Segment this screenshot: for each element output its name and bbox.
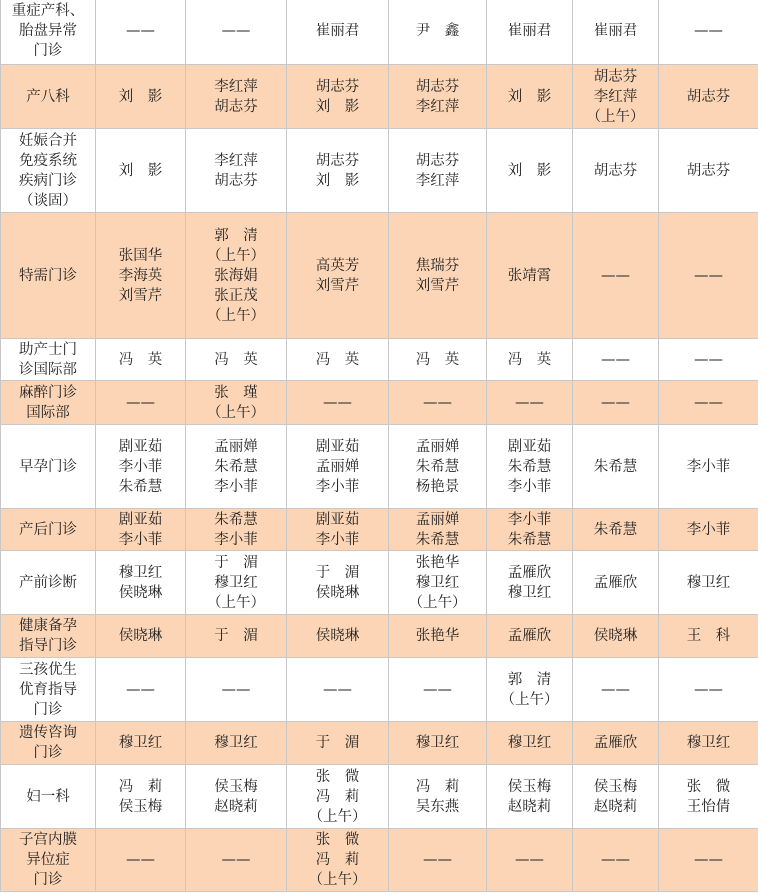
doctor-cell: 刘 影	[487, 129, 573, 213]
table-row	[1, 615, 758, 658]
doctor-cell: ——	[659, 381, 758, 425]
doctor-cell: 李红萍 胡志芬	[186, 129, 287, 213]
doctor-cell: 张 瑾 （上午）	[186, 381, 287, 425]
table-row	[1, 339, 758, 381]
doctor-cell: 穆卫红 侯晓琳	[96, 551, 186, 615]
department-name-cell: 产八科	[1, 65, 96, 129]
doctor-cell: ——	[659, 0, 758, 65]
doctor-cell: 穆卫红	[659, 551, 758, 615]
doctor-cell: 胡志芬 李红萍 （上午）	[573, 65, 659, 129]
doctor-cell: 侯玉梅 赵晓莉	[186, 765, 287, 829]
doctor-cell: 刘 影	[487, 65, 573, 129]
doctor-cell: 穆卫红	[186, 722, 287, 765]
doctor-cell: 冯 英	[287, 339, 389, 381]
table-row	[1, 658, 758, 722]
doctor-cell: 孟丽婵 朱希慧	[389, 509, 487, 551]
department-name-cell: 妇一科	[1, 765, 96, 829]
doctor-cell: 孟雁欣 穆卫红	[487, 551, 573, 615]
doctor-cell: 胡志芬	[659, 65, 758, 129]
doctor-cell: 郭 清 （上午）	[487, 658, 573, 722]
table-row	[1, 551, 758, 615]
doctor-cell: ——	[287, 658, 389, 722]
table-row	[1, 213, 758, 339]
department-name-cell: 子宫内膜 异位症 门诊	[1, 829, 96, 892]
doctor-cell: 于 湄	[287, 722, 389, 765]
doctor-cell: 张艳华 穆卫红 （上午）	[389, 551, 487, 615]
department-name-cell: 产后门诊	[1, 509, 96, 551]
table-row	[1, 129, 758, 213]
doctor-cell: 朱希慧 李小菲	[186, 509, 287, 551]
doctor-cell: 侯晓琳	[573, 615, 659, 658]
doctor-cell: ——	[186, 829, 287, 892]
doctor-cell: 孟雁欣	[487, 615, 573, 658]
department-name-cell: 妊娠合并 免疫系统 疾病门诊 （谈固）	[1, 129, 96, 213]
table-row	[1, 722, 758, 765]
table-row	[1, 765, 758, 829]
department-name-cell: 遗传咨询 门诊	[1, 722, 96, 765]
doctor-cell: 胡志芬 李红萍	[389, 65, 487, 129]
doctor-cell: 孟丽婵 朱希慧 李小菲	[186, 425, 287, 509]
doctor-cell: 李小菲	[659, 509, 758, 551]
doctor-cell: 穆卫红	[659, 722, 758, 765]
doctor-cell: ——	[573, 658, 659, 722]
doctor-cell: 剧亚茹 李小菲	[287, 509, 389, 551]
doctor-cell: 王 科	[659, 615, 758, 658]
doctor-cell: 侯玉梅 赵晓莉	[487, 765, 573, 829]
doctor-cell: 剧亚茹 孟丽婵 李小菲	[287, 425, 389, 509]
doctor-cell: 剧亚茹 朱希慧 李小菲	[487, 425, 573, 509]
table-row	[1, 65, 758, 129]
doctor-cell: 张 微 王怡倩	[659, 765, 758, 829]
doctor-cell: 剧亚茹 李小菲	[96, 509, 186, 551]
department-name-cell: 特需门诊	[1, 213, 96, 339]
doctor-cell: 于 湄	[186, 615, 287, 658]
doctor-cell: 冯 莉 吴东燕	[389, 765, 487, 829]
doctor-cell: ——	[659, 213, 758, 339]
doctor-cell: 孟丽婵 朱希慧 杨艳景	[389, 425, 487, 509]
doctor-cell: ——	[659, 339, 758, 381]
doctor-cell: 冯 英	[96, 339, 186, 381]
department-name-cell: 助产士门 诊国际部	[1, 339, 96, 381]
doctor-cell: 于 湄 侯晓琳	[287, 551, 389, 615]
doctor-cell: ——	[659, 829, 758, 892]
doctor-cell: 冯 英	[186, 339, 287, 381]
table-row	[1, 829, 758, 892]
doctor-cell: 高英芳 刘雪芹	[287, 213, 389, 339]
doctor-cell: ——	[389, 658, 487, 722]
doctor-cell: 尹 鑫	[389, 0, 487, 65]
doctor-cell: ——	[389, 381, 487, 425]
table-row	[1, 381, 758, 425]
doctor-cell: 刘 影	[96, 65, 186, 129]
doctor-cell: 胡志芬	[659, 129, 758, 213]
doctor-cell: 张国华 李海英 刘雪芹	[96, 213, 186, 339]
doctor-cell: 穆卫红	[96, 722, 186, 765]
doctor-cell: 胡志芬 刘 影	[287, 65, 389, 129]
doctor-cell: ——	[659, 658, 758, 722]
department-name-cell: 产前诊断	[1, 551, 96, 615]
doctor-cell: 张靖霄	[487, 213, 573, 339]
doctor-cell: ——	[186, 0, 287, 65]
doctor-cell: 崔丽君	[287, 0, 389, 65]
doctor-cell: ——	[573, 339, 659, 381]
doctor-cell: 李小菲 朱希慧	[487, 509, 573, 551]
doctor-cell: 侯玉梅 赵晓莉	[573, 765, 659, 829]
doctor-cell: ——	[96, 0, 186, 65]
doctor-cell: 崔丽君	[487, 0, 573, 65]
doctor-cell: 李红萍 胡志芬	[186, 65, 287, 129]
doctor-cell: 冯 莉 侯玉梅	[96, 765, 186, 829]
doctor-cell: ——	[186, 658, 287, 722]
department-name-cell: 早孕门诊	[1, 425, 96, 509]
doctor-cell: ——	[573, 213, 659, 339]
doctor-cell: ——	[96, 658, 186, 722]
doctor-cell: 穆卫红	[487, 722, 573, 765]
doctor-cell: 冯 英	[389, 339, 487, 381]
doctor-cell: 穆卫红	[389, 722, 487, 765]
department-name-cell: 重症产科、 胎盘异常 门诊	[1, 0, 96, 65]
doctor-cell: ——	[487, 829, 573, 892]
doctor-cell: 朱希慧	[573, 509, 659, 551]
table-row	[1, 509, 758, 551]
doctor-cell: 侯晓琳	[96, 615, 186, 658]
department-name-cell: 麻醉门诊 国际部	[1, 381, 96, 425]
doctor-cell: ——	[287, 381, 389, 425]
doctor-cell: 李小菲	[659, 425, 758, 509]
doctor-cell: 焦瑞芬 刘雪芹	[389, 213, 487, 339]
doctor-cell: ——	[96, 381, 186, 425]
table-row	[1, 425, 758, 509]
doctor-cell: 崔丽君	[573, 0, 659, 65]
doctor-cell: 孟雁欣	[573, 722, 659, 765]
doctor-cell: ——	[573, 829, 659, 892]
doctor-cell: 侯晓琳	[287, 615, 389, 658]
doctor-cell: 冯 英	[487, 339, 573, 381]
doctor-cell: ——	[573, 381, 659, 425]
department-name-cell: 三孩优生 优育指导 门诊	[1, 658, 96, 722]
doctor-cell: 刘 影	[96, 129, 186, 213]
doctor-cell: ——	[487, 381, 573, 425]
doctor-cell: ——	[96, 829, 186, 892]
doctor-cell: ——	[389, 829, 487, 892]
doctor-cell: 张艳华	[389, 615, 487, 658]
doctor-cell: 张 微 冯 莉 （上午）	[287, 829, 389, 892]
doctor-cell: 胡志芬	[573, 129, 659, 213]
doctor-cell: 朱希慧	[573, 425, 659, 509]
doctor-cell: 孟雁欣	[573, 551, 659, 615]
doctor-cell: 胡志芬 刘 影	[287, 129, 389, 213]
table-row	[1, 0, 758, 65]
doctor-cell: 剧亚茹 李小菲 朱希慧	[96, 425, 186, 509]
doctor-cell: 胡志芬 李红萍	[389, 129, 487, 213]
department-name-cell: 健康备孕 指导门诊	[1, 615, 96, 658]
doctor-cell: 于 湄 穆卫红 （上午）	[186, 551, 287, 615]
doctor-cell: 郭 清 （上午） 张海娟 张正茂 （上午）	[186, 213, 287, 339]
doctor-cell: 张 微 冯 莉 （上午）	[287, 765, 389, 829]
